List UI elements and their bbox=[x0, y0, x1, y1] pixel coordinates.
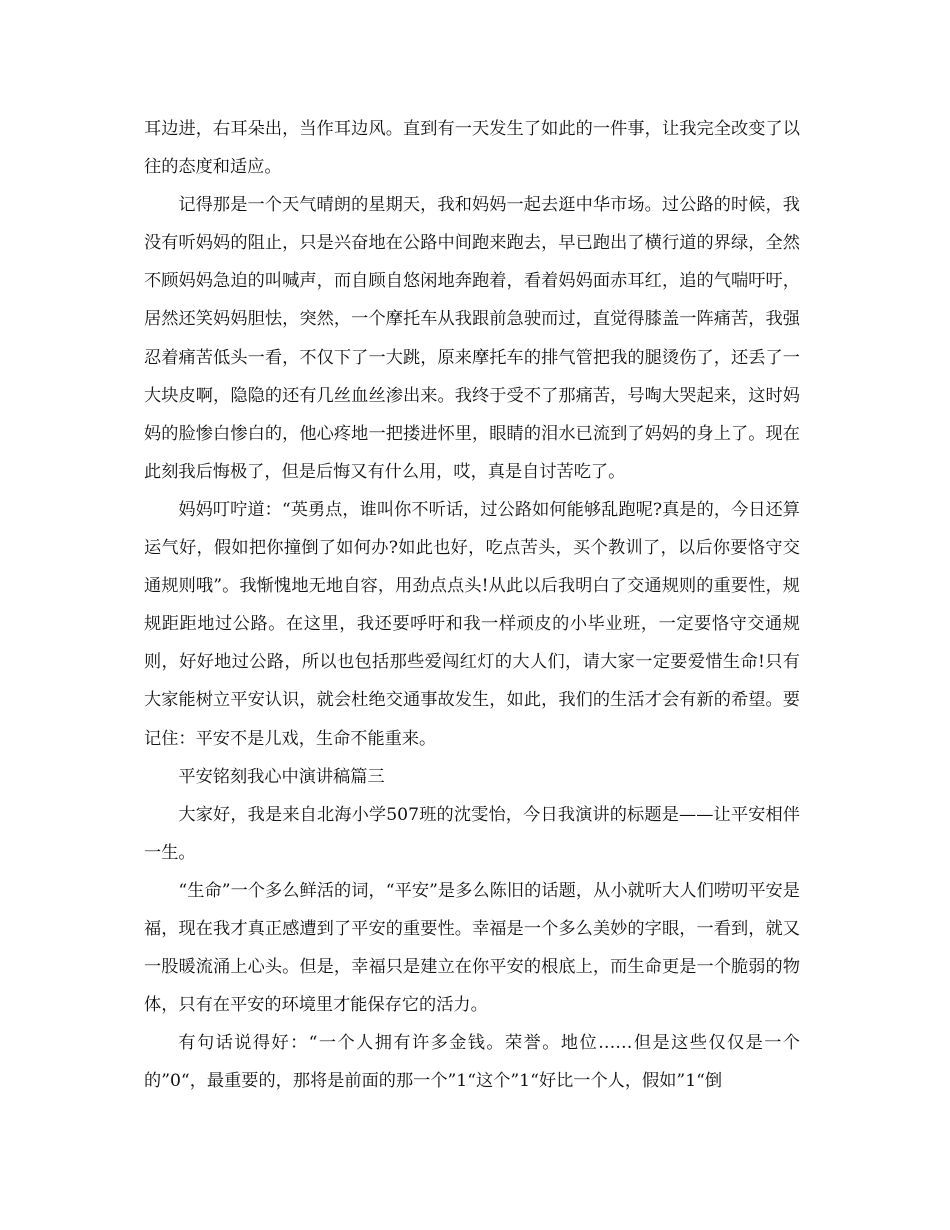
document-body bbox=[144, 110, 800, 1100]
paragraph-saying: 有句话说得好：“一个人拥有许多金钱。荣誉。地位……但是这些仅仅是一个的”0“，最重要的，那将是前面的那一个”1“这个”1“好比一个人，假如”1“倒 bbox=[144, 1033, 800, 1092]
paragraph-story: 记得那是一个天气晴朗的星期天，我和妈妈一起去逛中华市场。过公路的时候，我没有听妈妈的阻止，只是兴奋地在公路中间跑来跑去，早已跑出了横行道的界绿，全然不顾妈妈急迫的叫喊声，而自顾自悠闲地奔跑着，看着妈妈面赤耳红，追的气喘吁吁，居然还笑妈妈胆怯，突然，一个摩托车从我跟前急驶而过，直觉得膝盖一阵痛苦，我强忍着痛苦低头一看，不仅下了一大跳，原来摩托车的排气管把我的腿烫伤了，还丢了一大块皮啊，隐隐的还有几丝血丝渗出来。我终于受不了那痛苦，号啕大哭起来，这时妈妈的脸惨白惨白的，他心疼地一把搂进怀里，眼睛的泪水已流到了妈妈的身上了。现在此刻我后悔极了，但是后悔又有什么用，哎，真是自讨苦吃了。 bbox=[144, 195, 800, 482]
paragraph-continued: 耳边进，右耳朵出，当作耳边风。直到有一天发生了如此的一件事，让我完全改变了以往的态度和适应。 bbox=[144, 119, 800, 178]
paragraph-greeting: 大家好，我是来自北海小学507班的沈雯怡，今日我演讲的标题是——让平安相伴一生。 bbox=[144, 804, 800, 863]
paragraph-life-safety: “生命”一个多么鲜活的词，“平安”是多么陈旧的话题，从小就听大人们唠叨平安是福，现在我才真正感遭到了平安的重要性。幸福是一个多么美妙的字眼，一看到，就又一股暖流涌上心头。但是，幸福只是建立在你平安的根底上，而生命更是一个脆弱的物体，只有在平安的环境里才能保存它的活力。 bbox=[144, 880, 800, 1016]
section-heading: 平安铭刻我心中演讲稿篇三 bbox=[178, 766, 385, 787]
paragraph-mother-advice: 妈妈叮咛道：“英勇点，谁叫你不听话，过公路如何能够乱跑呢?真是的，今日还算运气好，假如把你撞倒了如何办?如此也好，吃点苦头，买个教训了，以后你要恪守交通规则哦”。我惭愧地无地自容，用劲点点头!从此以后我明白了交通规则的重要性，规规距距地过公路。在这里，我还要呼吁和我一样顽皮的小毕业班，一定要恪守交通规则，好好地过公路，所以也包括那些爱闯红灯的大人们，请大家一定要爱惜生命!只有大家能树立平安认识，就会杜绝交通事故发生，如此，我们的生活才会有新的希望。要记住：平安不是儿戏，生命不能重来。 bbox=[144, 499, 800, 749]
